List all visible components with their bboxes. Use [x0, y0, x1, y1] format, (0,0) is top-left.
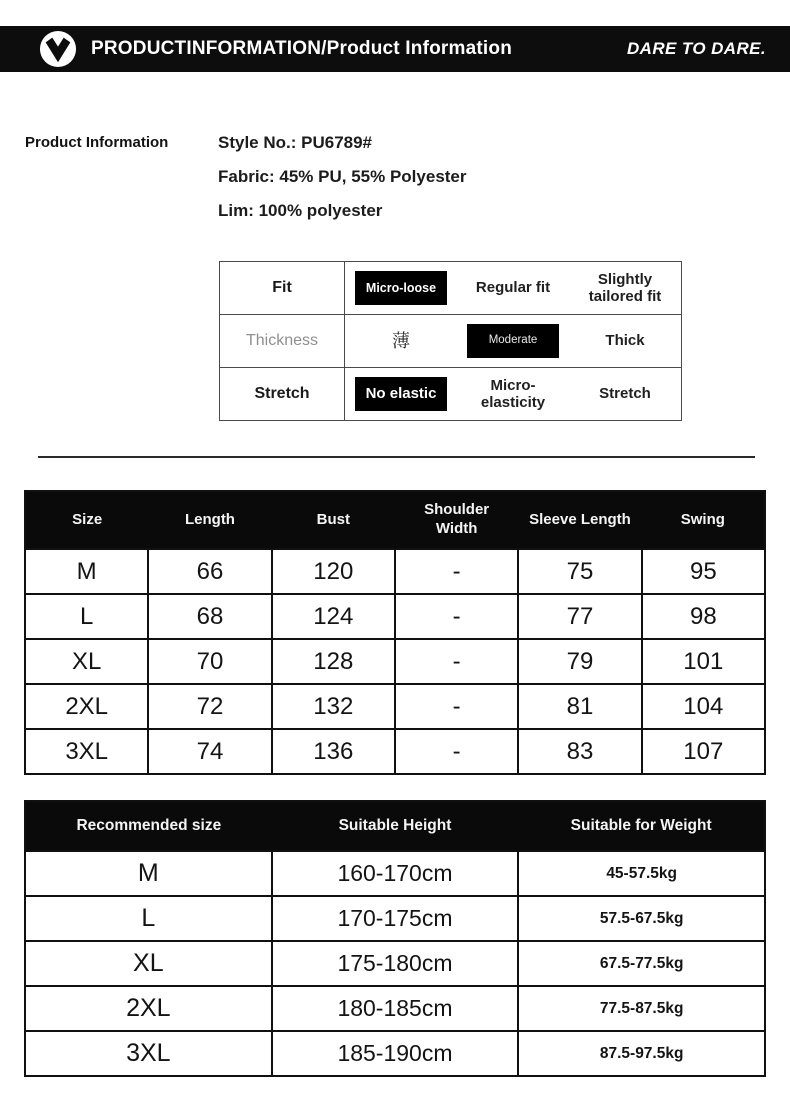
header-title: PRODUCTINFORMATION/Product Information	[91, 38, 512, 59]
recommended-size-table	[24, 800, 766, 1077]
attribute-options	[345, 315, 681, 367]
option-text: Micro-elasticity	[480, 376, 546, 411]
size-table-cell: -	[395, 684, 518, 729]
table-row	[25, 1031, 765, 1076]
size-table-cell: 74	[148, 729, 271, 774]
recommended-table-cell: 3XL	[25, 1031, 272, 1076]
header-row	[25, 491, 765, 549]
header-row	[25, 801, 765, 851]
recommended-table-cell: 77.5-87.5kg	[518, 986, 765, 1031]
attribute-row	[220, 262, 681, 314]
v-emblem-icon	[39, 30, 77, 68]
style-no-line: Style No.: PU6789#	[218, 133, 373, 152]
size-table-cell: 95	[642, 549, 765, 594]
size-table-cell: 132	[272, 684, 395, 729]
attribute-option	[345, 262, 457, 314]
table-row	[25, 729, 765, 774]
attribute-option	[345, 368, 457, 420]
size-table-cell: L	[25, 594, 148, 639]
table-row	[25, 986, 765, 1031]
size-table-cell: M	[25, 549, 148, 594]
recommended-table-cell: M	[25, 851, 272, 896]
option-text: Regular fit	[475, 279, 551, 297]
size-column-header: Length	[148, 491, 271, 549]
recommended-table-cell: 175-180cm	[272, 941, 519, 986]
size-table-cell: 124	[272, 594, 395, 639]
attribute-row	[220, 314, 681, 367]
size-column-header: Shoulder Width	[395, 491, 518, 549]
size-measurements-table	[24, 490, 766, 775]
attribute-option	[569, 368, 681, 420]
attribute-option	[457, 315, 569, 367]
option-text: Slightly tailored fit	[588, 270, 662, 305]
table-row	[25, 639, 765, 684]
recommended-table-cell: 87.5-97.5kg	[518, 1031, 765, 1076]
recommended-column-header: Suitable for Weight	[518, 801, 765, 851]
recommended-table-cell: 170-175cm	[272, 896, 519, 941]
size-column-header: Bust	[272, 491, 395, 549]
recommended-table-cell: 160-170cm	[272, 851, 519, 896]
size-table-cell: 104	[642, 684, 765, 729]
size-table-cell: 107	[642, 729, 765, 774]
attribute-options	[345, 262, 681, 314]
recommended-table-cell: L	[25, 896, 272, 941]
fabric-line: Fabric: 45% PU, 55% Polyester	[218, 167, 467, 186]
attribute-option	[569, 315, 681, 367]
selected-option-chip: Micro-loose	[355, 271, 447, 305]
size-table-cell: 72	[148, 684, 271, 729]
attribute-label: Fit	[220, 262, 345, 314]
attribute-label: Stretch	[220, 368, 345, 420]
attribute-option	[345, 315, 457, 367]
recommended-table-cell: 185-190cm	[272, 1031, 519, 1076]
option-text: Stretch	[599, 385, 651, 403]
option-text: 薄	[392, 330, 410, 351]
header-bar	[0, 26, 790, 72]
recommended-column-header: Suitable Height	[272, 801, 519, 851]
size-table-cell: 3XL	[25, 729, 148, 774]
table-row	[25, 684, 765, 729]
size-table-cell: -	[395, 639, 518, 684]
table-row	[25, 896, 765, 941]
size-table-cell: -	[395, 729, 518, 774]
size-table-cell: 79	[518, 639, 641, 684]
selected-option-chip: No elastic	[355, 377, 447, 411]
size-table-header	[25, 491, 765, 549]
size-table-cell: 81	[518, 684, 641, 729]
attribute-label: Thickness	[220, 315, 345, 367]
size-table-cell: XL	[25, 639, 148, 684]
product-info-lines	[218, 132, 467, 234]
size-table-cell: -	[395, 594, 518, 639]
recommended-table-cell: 2XL	[25, 986, 272, 1031]
attribute-option	[457, 262, 569, 314]
selected-option-chip: Moderate	[467, 324, 559, 358]
header-slogan: DARE TO DARE.	[626, 39, 766, 58]
attribute-table	[219, 261, 682, 421]
size-table-cell: 66	[148, 549, 271, 594]
size-column-header: Swing	[642, 491, 765, 549]
lining-line: Lim: 100% polyester	[218, 201, 383, 220]
size-column-header: Sleeve Length	[518, 491, 641, 549]
recommended-table-cell: 67.5-77.5kg	[518, 941, 765, 986]
size-table-cell: 136	[272, 729, 395, 774]
recommended-table-cell: 57.5-67.5kg	[518, 896, 765, 941]
recommended-table-cell: XL	[25, 941, 272, 986]
recommended-table-header	[25, 801, 765, 851]
recommended-table-body	[25, 851, 765, 1076]
attribute-row	[220, 367, 681, 420]
size-table-cell: 98	[642, 594, 765, 639]
attribute-options	[345, 368, 681, 420]
size-table-cell: 83	[518, 729, 641, 774]
recommended-column-header: Recommended size	[25, 801, 272, 851]
size-table-cell: 2XL	[25, 684, 148, 729]
size-table-cell: 75	[518, 549, 641, 594]
table-row	[25, 549, 765, 594]
attribute-option	[569, 262, 681, 314]
table-row	[25, 594, 765, 639]
table-row	[25, 941, 765, 986]
attribute-option	[457, 368, 569, 420]
size-table-cell: -	[395, 549, 518, 594]
size-table-cell: 101	[642, 639, 765, 684]
table-row	[25, 851, 765, 896]
option-text: Thick	[605, 332, 645, 350]
recommended-table-cell: 45-57.5kg	[518, 851, 765, 896]
section-divider	[38, 456, 755, 458]
size-table-cell: 128	[272, 639, 395, 684]
size-table-cell: 68	[148, 594, 271, 639]
size-table-cell: 77	[518, 594, 641, 639]
product-info-label: Product Information	[25, 134, 169, 151]
size-table-cell: 120	[272, 549, 395, 594]
recommended-table-cell: 180-185cm	[272, 986, 519, 1031]
size-column-header: Size	[25, 491, 148, 549]
size-table-body	[25, 549, 765, 774]
size-table-cell: 70	[148, 639, 271, 684]
